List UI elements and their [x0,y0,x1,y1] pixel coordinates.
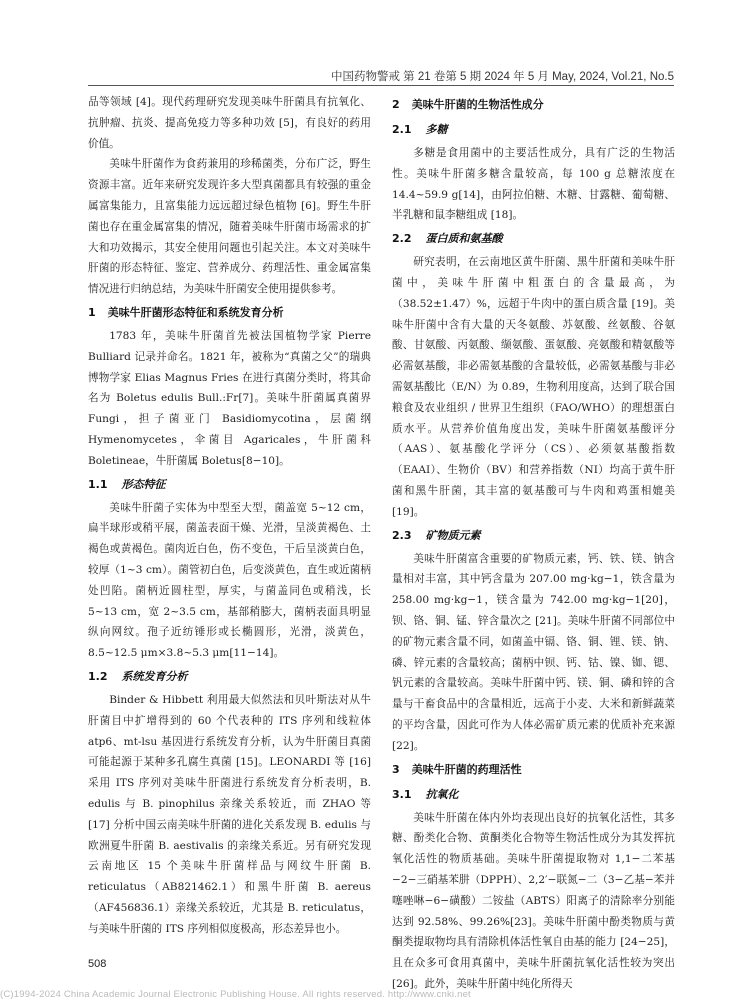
section-number: 2.3 [392,528,412,542]
section-number: 3.1 [392,787,412,801]
section-heading-1 [88,301,371,325]
paragraph: 美味牛肝菌在体内外均表现出良好的抗氧化活性，其多糖、酚类化合物、黄酮类化合物等生物活性成分为其发挥抗氧化活性的物质基础。美味牛肝菌提取物对 1,1−二苯基−2−三硝基苯肼（DPPH）、2,2′−联氮−二（3−乙基−苯并噻唑啉−6−磺酸）二铵盐（ABTS）阳离子的清除率分别能达到 92.58%、99.26%[23]。美味牛肝菌中酚类物质与黄酮类提取物均具有清除机体活性氧自由基的能力 [24−25]，且在众多可食用真菌中，美味牛肝菌抗氧化活性较为突出 [26]。此外，美味牛肝菌中纯化所得天 [392,811,675,990]
section-heading-1-2 [88,665,371,689]
section-title: 美味牛肝菌的生物活性成分 [411,98,544,111]
header-rule [88,85,674,86]
section-heading-3-1 [392,783,675,807]
section-heading-1-1 [88,473,371,497]
section-number: 2.1 [392,123,412,136]
section-number: 2.2 [392,232,412,246]
section-title: 多糖 [425,123,448,136]
section-heading-2 [392,93,675,117]
section-title: 形态特征 [121,477,166,491]
section-title: 矿物质元素 [425,528,481,542]
paragraph: 品等领域 [4]。现代药理研究发现美味牛肝菌具有抗氧化、抗肿瘤、抗炎、提高免疫力等多种功效 [5]，有良好的药用价值。 [88,96,371,150]
section-number: 2 [392,98,400,111]
copyright-footer: (C)1994-2024 China Academic Journal Electronic Publishing House. All rights reserved. http://www.cnki.net [0,989,471,1000]
paragraph: 美味牛肝菌子实体为中型至大型，菌盖宽 5~12 cm，扁半球形或稍平展，菌盖表面干燥、光滑，呈淡黄褐色、土褐色或黄褐色。菌肉近白色，伤不变色，干后呈淡黄白色，较厚（1~3 cm）。菌管初白色，后变淡黄色，直生或近菌柄处凹陷。菌柄近圆柱型，厚实，与菌盖同色或稍浅，长 5~13 cm，宽 2~3.5 cm，基部稍膨大，菌柄表面具明显纵向网纹。孢子近纺锤形或长椭圆形，光滑，淡黄色，8.5~12.5 μm×3.8~5.3 μm[11−14]。 [88,501,371,660]
section-title: 抗氧化 [425,787,459,801]
paragraph: Binder & Hibbett 利用最大似然法和贝叶斯法对从牛肝菌目中扩增得到的 60 个代表种的 ITS 序列和线粒体 atp6、mt-lsu 基因进行系统发育分析，认为牛肝菌目真菌可能起源于某种多孔腐生真菌 [15]。LEONARDI 等 [16] 采用 ITS 序列对美味牛肝菌进行系统发育分析表明，B. edulis 与 B. pinophilus 亲缘关系较近，而 ZHAO 等 [17] 分析中国云南美味牛肝菌的进化关系发现 B. edulis 与欧洲夏牛肝菌 B. aestivalis 的亲缘关系近。另有研究发现云南地区 15 个美味牛肝菌样品与网纹牛肝菌 B. reticulatus（AB821462.1）和黑牛肝菌 B. aereus（AF456836.1）亲缘关系较近，尤其是 B. reticulatus，与美味牛肝菌的 ITS 序列相似度极高，形态差异也小。 [88,693,371,935]
paragraph: 1783 年，美味牛肝菌首先被法国植物学家 Pierre Bulliard 记录并命名。1821 年，被称为“真菌之父”的瑞典博物学家 Elias Magnus Fries 在进行真菌分类时，将其命名为 Boletus edulis Bull.:Fr[7]。美味牛肝菌属真菌界 Fungi，担子菌亚门 Basidiomycotina，层菌纲 Hymenomycetes，伞菌目 Agaricales，牛肝菌科 Boletineae，牛肝菌属 Boletus[8−10]。 [88,329,371,467]
left-column [88,92,371,939]
section-title: 美味牛肝菌的药理活性 [411,762,522,776]
section-number: 1.2 [88,669,108,683]
paragraph: 美味牛肝菌富含重要的矿物质元素，钙、铁、镁、钠含量相对丰富，其中钙含量为 207.00 mg·kg−1，铁含量为 258.00 mg·kg−1，镁含量为 742.00 mg·kg−1[20]，钡、铬、铜、锰、锌含量次之 [21]。美味牛肝菌不同部位中的矿物元素含量不同，如菌盖中镉、铬、铜、锂、镁、钠、磷、锌元素的含量较高；菌柄中钡、钙、钴、镍、铷、锶、钒元素的含量较高。美味牛肝菌中钙、镁、铜、磷和锌的含量与干畜食品中的含量相近，远高于小麦、大米和新鲜蔬菜的平均含量，因此可作为人体必需矿质元素的优质补充来源 [22]。 [392,552,675,752]
section-number: 1 [88,305,96,319]
paragraph: 美味牛肝菌作为食药兼用的珍稀菌类，分布广泛，野生资源丰富。近年来研究发现许多大型真菌都具有较强的重金属富集能力，且富集能力远远超过绿色植物 [6]。野生牛肝菌也存在重金属富集的情况，随着美味牛肝菌市场需求的扩大和功效揭示，其安全使用问题也引起关注。本文对美味牛肝菌的形态特征、鉴定、营养成分、药理活性、重金属富集情况进行归纳总结，为美味牛肝菌安全使用提供参考。 [88,158,371,296]
right-column [392,92,675,995]
section-title: 蛋白质和氨基酸 [425,232,503,246]
section-title: 系统发育分析 [121,669,188,683]
paragraph: 多糖是食用菌中的主要活性成分，具有广泛的生物活性。美味牛肝菌多糖含量较高，每 100 g 总糖浓度在 14.4~59.9 g[14]，由阿拉伯糖、木糖、甘露糖、葡萄糖、半乳糖和鼠李糖组成 [18]。 [392,147,675,222]
running-header: 中国药物警戒 第 21 卷第 5 期 2024 年 5 月 May, 2024, Vol.21, No.5 [330,71,674,83]
section-heading-2-1 [392,118,675,142]
paragraph: 研究表明，在云南地区黄牛肝菌、黑牛肝菌和美味牛肝菌中，美味牛肝菌中粗蛋白的含量最高，为（38.52±1.47）%，远超于牛肉中的蛋白质含量 [19]。美味牛肝菌中含有大量的天冬氨酸、苏氨酸、丝氨酸、谷氨酸、甘氨酸、丙氨酸、缬氨酸、蛋氨酸、亮氨酸和精氨酸等必需氨基酸，非必需氨基酸的含量较低，必需氨基酸与非必需氨基酸比（E/N）为 0.89，生物利用度高，达到了联合国粮食及农业组织 / 世界卫生组织（FAO/WHO）的理想蛋白质水平。从营养价值角度出发，美味牛肝菌氨基酸评分（AAS）、氨基酸化学评分（CS）、必须氨基酸指数（EAAI）、生物价（BV）和营养指数（NI）均高于黄牛肝菌和黑牛肝菌，其丰富的氨基酸可与牛肉和鸡蛋相媲美 [19]。 [392,256,675,518]
section-title: 美味牛肝菌形态特征和系统发育分析 [107,305,284,319]
section-heading-2-3 [392,524,675,548]
section-heading-2-2 [392,227,675,251]
section-number: 3 [392,762,400,776]
section-number: 1.1 [88,477,108,491]
page-number: 508 [88,958,107,970]
section-heading-3 [392,758,675,782]
